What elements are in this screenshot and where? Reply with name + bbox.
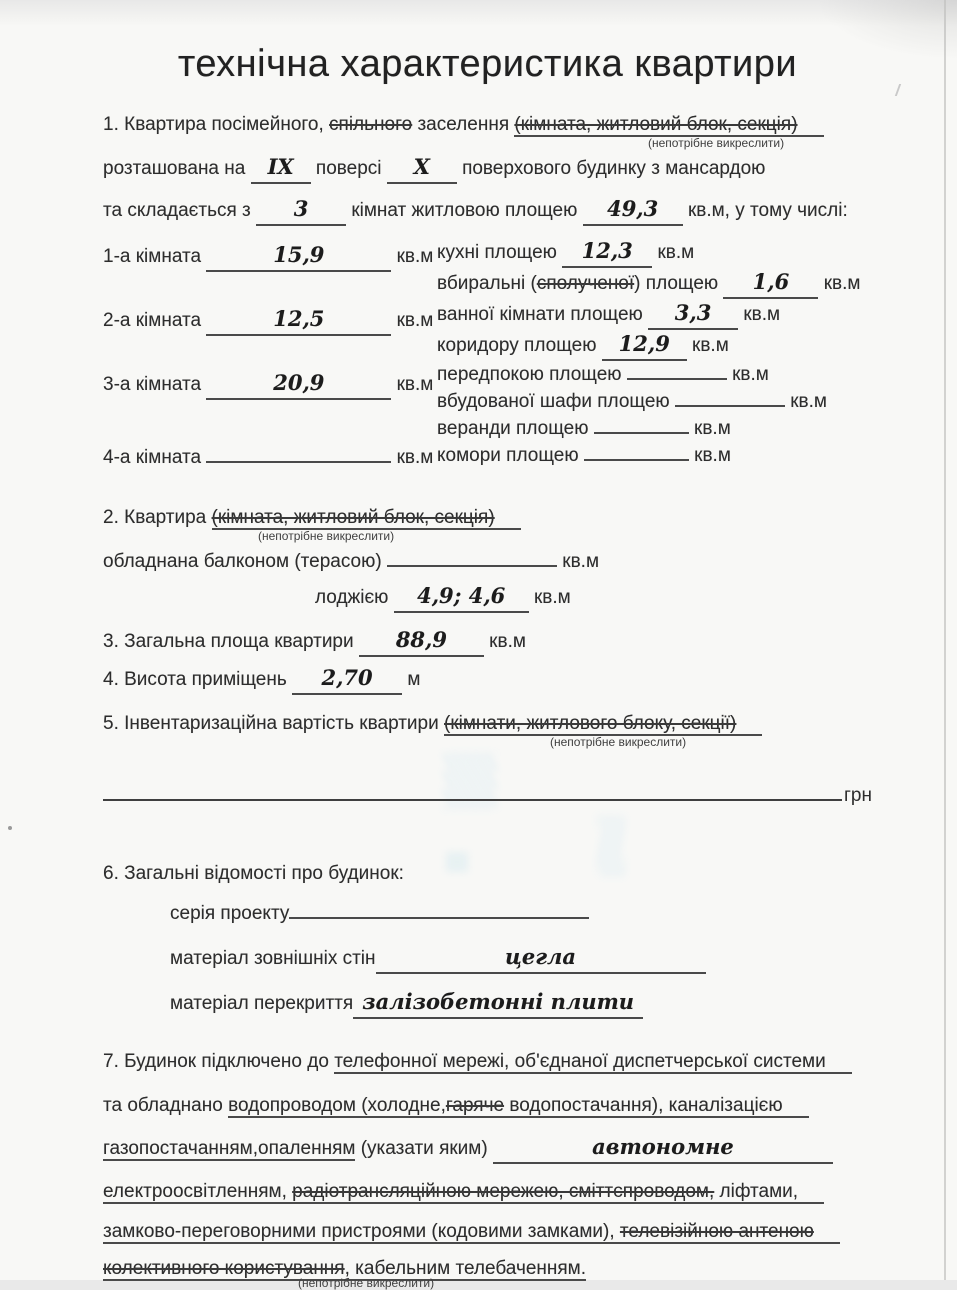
clause7-underlined4 [103, 1181, 824, 1204]
toilet-field [723, 269, 818, 299]
unit-sqm: кв.м [692, 335, 729, 356]
page-title: технічна характеристика квартири [177, 43, 798, 85]
unit-sqm: кв.м [489, 631, 526, 652]
inventory-cost-label: 5. Інвентаризаційна вартість квартири [103, 713, 439, 734]
walls-material-label: матеріал зовнішніх стін [170, 948, 376, 969]
clause7-underlined5 [103, 1221, 840, 1244]
room-1-field [206, 242, 391, 272]
gas-heating-underlined: газопостачанням,опаленням [103, 1138, 356, 1159]
bathroom-field [648, 300, 738, 330]
inventory-cost-row [103, 779, 872, 807]
room-2-label: 2-а кімната [103, 310, 202, 331]
cross-out-note: (непотрібне викреслити) [550, 735, 687, 749]
slabs-material-field [353, 989, 643, 1019]
balcony-field [387, 565, 557, 567]
slabs-material-value: залізобетонні плити [362, 989, 635, 1014]
hot-water-struck: гаряче [445, 1095, 505, 1116]
storeys-label: поверсі [315, 158, 382, 179]
total-area-label: 3. Загальна площа квартири [103, 631, 354, 652]
intercom-text: замково-переговорними пристроями (кодовими замками), [103, 1221, 615, 1242]
clause7-underlined1: телефонної мережі, об'єднаної диспетчерської системи [334, 1051, 852, 1074]
scan-page-edge [944, 0, 946, 1280]
toilet-struck-word: сполученої [536, 273, 635, 294]
room-3-value: 20,9 [273, 370, 325, 395]
room-1-row [103, 242, 437, 272]
height-label: 4. Висота приміщень [103, 669, 287, 690]
balcony-row [103, 549, 872, 575]
form-content [103, 0, 872, 1290]
clause7-underlined2 [228, 1095, 809, 1118]
rooms-count-value: 3 [293, 196, 309, 221]
project-series-label: серія проекту [170, 903, 290, 924]
clause7-text2: та обладнано [103, 1095, 223, 1116]
unit-sqm: кв.м [562, 551, 600, 572]
water-supply-text: водопроводом (холодне, [228, 1095, 446, 1116]
unit-sqm: кв.м [396, 310, 434, 331]
unit-sqm: кв.м [743, 304, 781, 325]
veranda-label: веранди площею [437, 418, 589, 439]
kitchen-label: кухні площею [437, 242, 557, 263]
living-area-field [583, 196, 683, 226]
clause7-text: 7. Будинок підключено до [103, 1051, 329, 1072]
unit-sqm: кв.м [396, 374, 434, 395]
room-2-row [103, 306, 437, 336]
cross-out-note: (непотрібне викреслити) [258, 529, 395, 543]
unit-sqm: кв.м [823, 273, 861, 294]
unit-sqm: кв.м [790, 391, 827, 412]
specify-which-label: (указати яким) [360, 1138, 488, 1159]
room-1-value: 15,9 [273, 242, 325, 267]
clause2-struck-options: (кімната, житловий блок, секція) [212, 507, 521, 530]
scan-speck [8, 826, 12, 830]
living-area-unit: кв.м, у тому числі: [687, 200, 848, 221]
toilet-label-post: ) площею [634, 273, 719, 294]
corridor-value: 12,9 [618, 331, 670, 356]
toilet-value: 1,6 [752, 269, 790, 294]
floor-field [251, 154, 311, 184]
project-series-field [289, 917, 589, 919]
toilet-label [437, 273, 718, 294]
kitchen-field [562, 238, 652, 268]
loggia-field [394, 583, 529, 613]
kitchen-row [437, 238, 872, 268]
unit-sqm: кв.м [694, 418, 731, 439]
height-value: 2,70 [321, 665, 373, 690]
closet-field [675, 405, 785, 407]
height-field [292, 665, 402, 695]
total-area-field [359, 627, 484, 657]
veranda-field [594, 432, 689, 434]
clause5-line1 [103, 711, 872, 737]
room-2-field [206, 306, 391, 336]
unit-sqm: кв.м [694, 445, 731, 466]
project-series-row [170, 901, 872, 927]
clause1-line3 [103, 196, 872, 226]
clause1-struck-options: (кімната, житловий блок, секція) [514, 114, 823, 137]
hallway-label: передпокою площею [437, 364, 622, 385]
clause1-struck-word: спільного [329, 114, 413, 135]
unit-sqm: кв.м [533, 587, 571, 608]
sewerage-text: водопостачання), каналізацією [509, 1095, 783, 1116]
clause1-line2 [103, 154, 872, 184]
living-area-value: 49,3 [607, 196, 659, 221]
cross-out-note: (непотрібне викреслити) [648, 136, 785, 150]
storeys-value: X [413, 154, 430, 179]
clause1-text2: заселення [417, 114, 510, 135]
unit-sqm: кв.м [396, 246, 434, 267]
room-3-label: 3-а кімната [103, 374, 202, 395]
scan-mark [895, 84, 911, 96]
clause5-struck-options: (кімнати, житлового блоку, секції) [444, 713, 762, 736]
clause1-line1 [103, 112, 872, 138]
corridor-row [437, 331, 872, 361]
clause7-line5 [103, 1219, 872, 1245]
rooms-right-column [437, 238, 872, 471]
unit-uah: грн [844, 785, 872, 806]
room-3-field [206, 370, 391, 400]
walls-material-row [170, 944, 872, 974]
hallway-field [627, 378, 727, 380]
rooms-left-column [103, 238, 437, 471]
clause7-line1 [103, 1049, 872, 1075]
cross-out-note: (непотрібне викреслити) [298, 1276, 435, 1290]
unit-sqm: кв.м [732, 364, 769, 385]
slabs-material-label: матеріал перекриття [170, 993, 354, 1014]
radio-garbage-struck: радіотрансляційною мережею, сміттєпроводом, [292, 1181, 715, 1202]
living-area-label: кімнат житловою площею [351, 200, 578, 221]
clause4-row [103, 665, 872, 695]
clause7-line4 [103, 1179, 872, 1205]
unit-sqm: кв.м [657, 242, 695, 263]
cable-tv-text: , кабельним телебаченням. [344, 1258, 587, 1279]
toilet-row [437, 269, 872, 299]
closet-row [437, 389, 872, 415]
rooms-area [103, 238, 872, 471]
building-text: поверхового будинку з мансардою [462, 158, 766, 179]
tv-antenna-struck: телевізійною антеною [619, 1221, 814, 1242]
clause2-line1 [103, 505, 872, 531]
slabs-material-row [170, 989, 872, 1019]
rooms-count-label: та складається з [103, 200, 251, 221]
collective-use-struck: колективного користування [103, 1258, 345, 1279]
room-4-label: 4-а кімната [103, 447, 202, 468]
floor-value: IX [267, 154, 294, 179]
kitchen-value: 12,3 [581, 238, 633, 263]
closet-label: вбудованої шафи площею [437, 391, 670, 412]
room-4-field [206, 461, 391, 463]
unit-sqm: кв.м [396, 447, 434, 468]
hallway-row [437, 362, 872, 388]
floor-label: розташована на [103, 158, 246, 179]
heating-type-value: автономне [592, 1134, 734, 1159]
toilet-label-pre: вбиральні ( [437, 273, 537, 294]
storeys-field [387, 154, 457, 184]
clause1-text: 1. Квартира посімейного, [103, 114, 324, 135]
pantry-row [437, 443, 872, 469]
unit-m: м [407, 669, 421, 690]
pantry-field [584, 459, 689, 461]
room-4-row [103, 445, 437, 471]
clause7-line3 [103, 1134, 872, 1164]
walls-material-value: цегла [505, 944, 577, 969]
bathroom-label: ванної кімнати площею [437, 304, 643, 325]
electric-lighting-text: електроосвітленням, [103, 1181, 287, 1202]
corridor-field [602, 331, 687, 361]
room-3-row [103, 370, 437, 400]
clause2-text: 2. Квартира [103, 507, 207, 528]
loggia-label: лоджією [315, 587, 389, 608]
total-area-value: 88,9 [395, 627, 447, 652]
inventory-cost-field [103, 779, 842, 801]
elevators-text: ліфтами, [719, 1181, 799, 1202]
balcony-label: обладнана балконом (терасою) [103, 551, 382, 572]
corridor-label: коридору площею [437, 335, 597, 356]
heating-type-field [493, 1134, 833, 1164]
rooms-count-field [256, 196, 346, 226]
bathroom-value: 3,3 [674, 300, 712, 325]
pantry-label: комори площею [437, 445, 579, 466]
walls-material-field [376, 944, 706, 974]
room-2-value: 12,5 [273, 306, 325, 331]
clause3-row [103, 627, 872, 657]
veranda-row [437, 416, 872, 442]
loggia-value: 4,9; 4,6 [417, 583, 506, 608]
loggia-row [315, 583, 872, 613]
clause7-line2 [103, 1093, 872, 1119]
room-1-label: 1-а кімната [103, 246, 202, 267]
clause6-heading: 6. Загальні відомості про будинок: [103, 863, 404, 884]
bathroom-row [437, 300, 872, 330]
